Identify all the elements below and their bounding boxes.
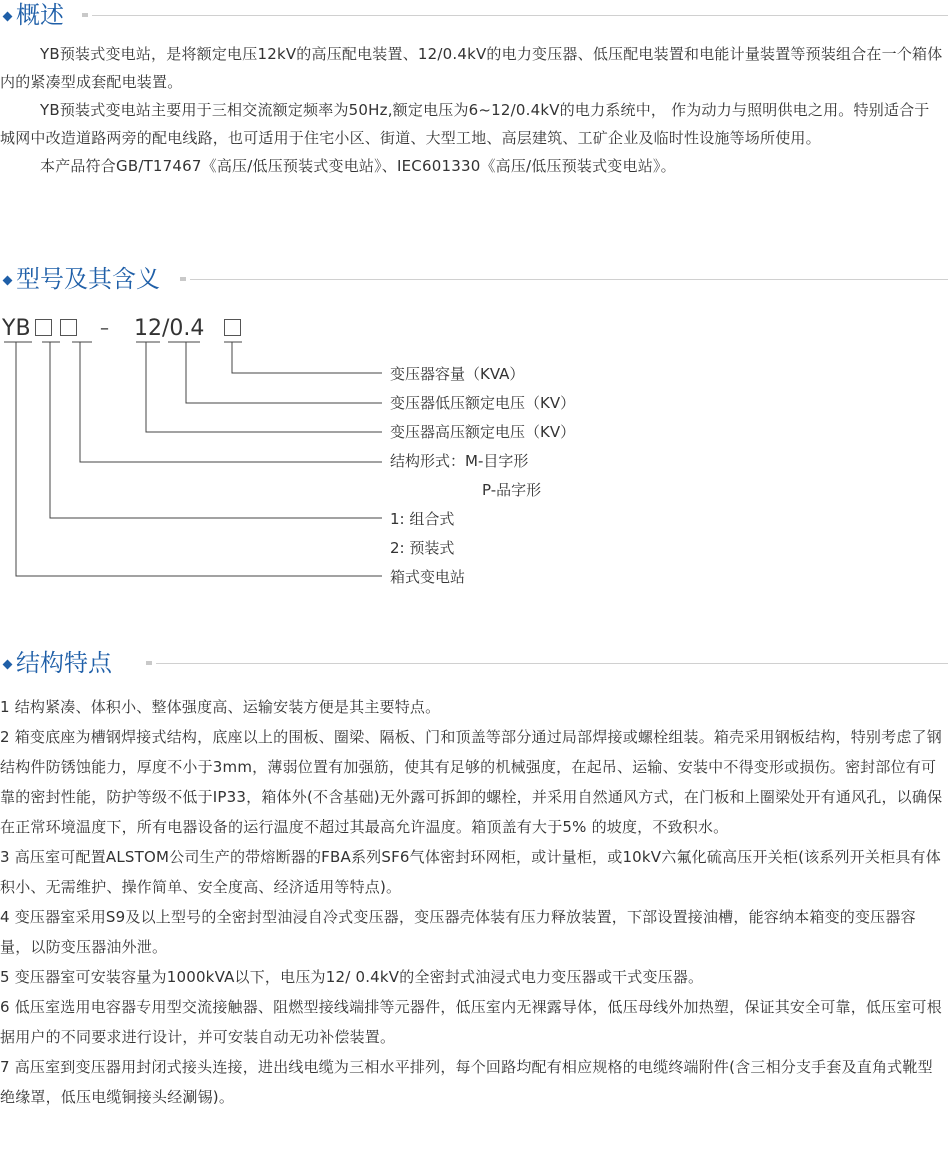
feature-item: 1 结构紧凑、体积小、整体强度高、运输安装方便是其主要特点。	[0, 698, 441, 716]
feature-item: 3 高压室可配置ALSTOM公司生产的带熔断器的FBA系列SF6气体密封环网柜，或计量柜，或10kV六氟化硫高压开关柜(该系列开关柜具有体积小、无需维护、操作简单、安全度高、经济适用等特点)。	[0, 848, 941, 896]
section-title: 结构特点	[16, 649, 112, 677]
feature-item: 4 变压器室采用S9及以上型号的全密封型油浸自冷式变压器，变压器壳体装有压力释放装置，下部设置接油槽，能容纳本箱变的变压器容量，以防变压器油外泄。	[0, 908, 916, 956]
model-dash: –	[100, 318, 109, 339]
label-high-voltage: 变压器高压额定电压（KV）	[390, 423, 576, 441]
feature-item: 7 高压室到变压器用封闭式接头连接，进出线电缆为三相水平排列，每个回路均配有相应规格的电缆终端附件(含三相分支手套及直角式靴型绝缘罩，低压电缆铜接头经涮锡)。	[0, 1058, 933, 1106]
overview-paragraph: YB预装式变电站，是将额定电压12kV的高压配电装置、12/0.4kV的电力变压器、低压配电装置和电能计量装置等预装组合在一个箱体内的紧凑型成套配电装置。	[0, 45, 943, 91]
label-box-substation: 箱式变电站	[390, 568, 466, 586]
section-title: 型号及其含义	[16, 265, 160, 293]
model-prefix: YB	[2, 316, 31, 341]
feature-item: 2 箱变底座为槽钢焊接式结构，底座以上的围板、圈梁、隔板、门和顶盖等部分通过局部焊接或螺栓组装。箱壳采用钢板结构，特别考虑了钢结构件防锈蚀能力，厚度不小于3mm，薄弱位置有加强筋，使其有足够的机械强度，在起吊、运输、安装中不得变形或损伤。密封部位有可靠的密封性能，防护等级不低于IP33，箱体外(不含基础)无外露可拆卸的螺栓，并采用自然通风方式，在门板和上圈梁处开有通风孔，以确保在正常环境温度下，所有电器设备的运行温度不超过其最高允许温度。箱顶盖有大于5% 的坡度，不致积水。	[0, 728, 943, 836]
label-structure-m: 结构形式：M-目字形	[390, 452, 529, 470]
feature-item: 6 低压室选用电容器专用型交流接触器、阻燃型接线端排等元器件，低压室内无裸露导体，低压母线外加热塑，保证其安全可靠，低压室可根据用户的不同要求进行设计，并可安装自动无功补偿装置。	[0, 998, 942, 1046]
divider-line	[156, 663, 948, 664]
features-text	[0, 692, 944, 1112]
model-voltage: 12/0.4	[134, 316, 205, 341]
label-type-2: 2: 预装式	[390, 539, 455, 557]
label-structure-p: P-品字形	[482, 481, 542, 499]
label-type-1: 1: 组合式	[390, 510, 455, 528]
label-low-voltage: 变压器低压额定电压（KV）	[390, 394, 576, 412]
overview-paragraph: 本产品符合GB/T17467《高压/低压预装式变电站》、IEC601330《高压/低压预装式变电站》。	[40, 157, 676, 175]
overview-paragraph: YB预装式变电站主要用于三相交流额定频率为50Hz,额定电压为6~12/0.4kV的电力系统中， 作为动力与照明供电之用。特别适合于城网中改造道路两旁的配电线路，也可适用于住宅小区、街道、大型工地、高层建筑、工矿企业及临时性设施等场所使用。	[0, 101, 930, 147]
feature-item: 5 变压器室可安装容量为1000kVA以下，电压为12/ 0.4kV的全密封式油浸式电力变压器或干式变压器。	[0, 968, 704, 986]
section-title: 概述	[16, 1, 64, 29]
diamond-bullet-icon	[3, 660, 13, 670]
divider-dot	[146, 661, 152, 665]
label-capacity: 变压器容量（KVA）	[390, 365, 525, 383]
section-header-features	[0, 649, 948, 682]
